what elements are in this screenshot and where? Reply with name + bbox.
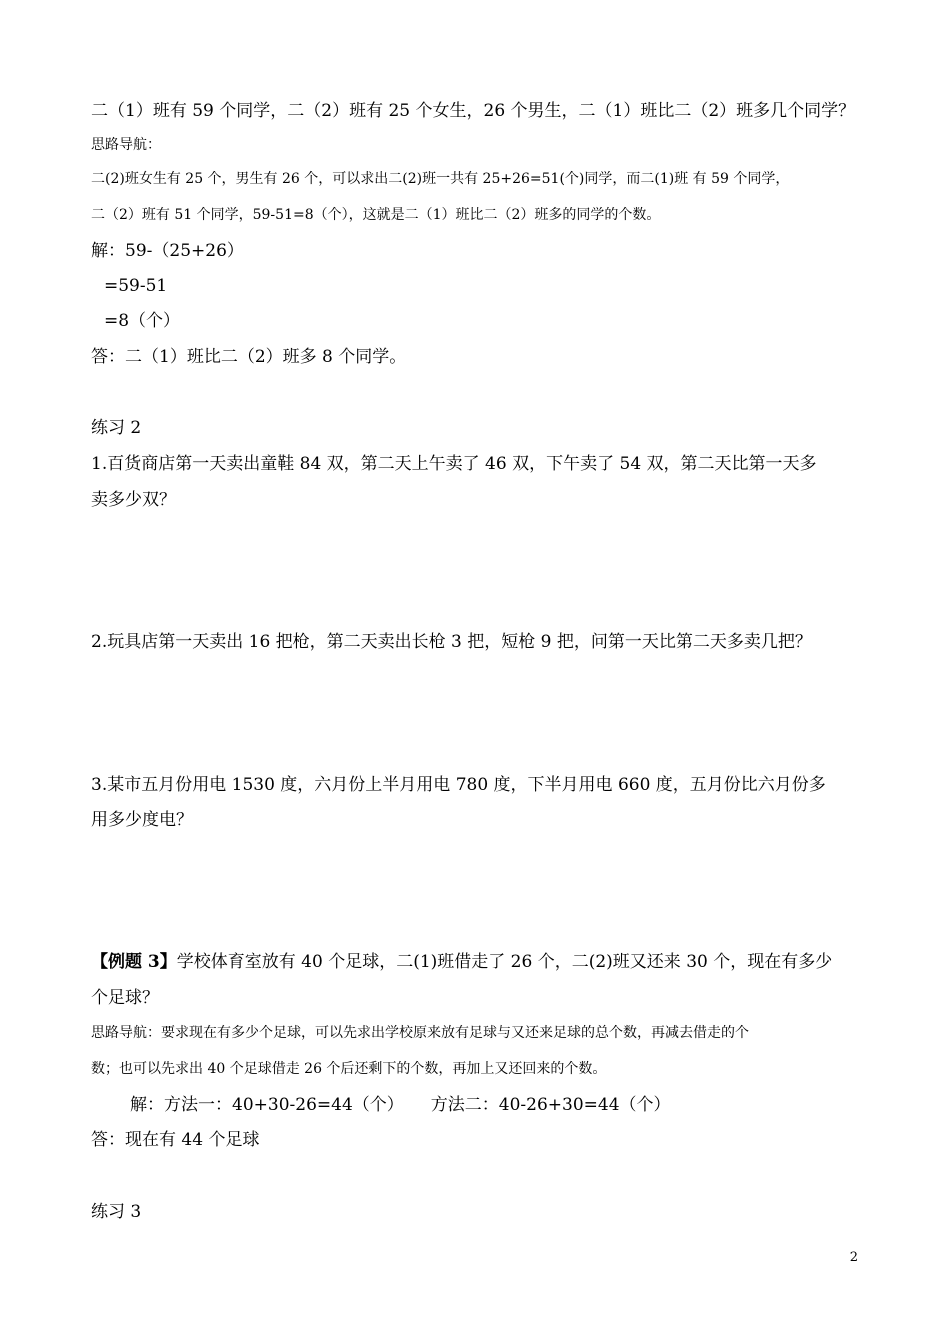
guide-label: 思路导航： (91, 137, 161, 153)
practice-2-q2: 2.玩具店第一天卖出 16 把枪，第二天卖出长枪 3 把，短枪 9 把，问第一天比第二天多卖几把？ (91, 632, 812, 652)
guide-line-1: 二(2)班女生有 25 个，男生有 26 个，可以求出二(2)班一共有 25+26=51(个)同学，而二(1)班 有 59 个同学， (91, 171, 790, 187)
solution-line-2: =59-51 (104, 276, 168, 296)
example-3-text: 学校体育室放有 40 个足球，二(1)班借走了 26 个，二(2)班又还来 30 个，现在有多少 (176, 952, 833, 972)
example-3-solution: 解：方法一：40+30-26=44（个） 方法二：40-26+30=44（个） (130, 1095, 671, 1115)
example-3-answer: 答：现在有 44 个足球 (91, 1130, 260, 1150)
practice-2-q1-line-2: 卖多少双？ (91, 490, 176, 510)
page-number: 2 (849, 1250, 858, 1265)
example-3-line-2: 个足球？ (91, 988, 159, 1008)
example-3-line-1 (91, 954, 832, 971)
practice-2-q1-line-1: 1.百货商店第一天卖出童鞋 84 双，第二天上午卖了 46 双，下午卖了 54 双，第二天比第一天多 (91, 454, 817, 474)
solution-line-3: =8（个） (104, 311, 181, 331)
practice-3-title: 练习 3 (91, 1202, 142, 1222)
practice-2-q3-line-2: 用多少度电？ (91, 810, 193, 830)
solution-line-1: 解：59-（25+26） (91, 241, 244, 261)
example-3-guide-line-2: 数；也可以先求出 40 个足球借走 26 个后还剩下的个数，再加上又还回来的个数。 (91, 1061, 607, 1077)
problem-question: 二（1）班有 59 个同学，二（2）班有 25 个女生，26 个男生，二（1）班比二（2）班多几个同学？ (91, 101, 856, 121)
practice-2-title: 练习 2 (91, 418, 142, 438)
example-3-label: 【例题 3】 (91, 952, 177, 972)
problem-answer: 答：二（1）班比二（2）班多 8 个同学。 (91, 347, 407, 367)
guide-line-2: 二（2）班有 51 个同学，59-51=8（个），这就是二（1）班比二（2）班多的同学的个数。 (91, 207, 661, 223)
practice-2-q3-line-1: 3.某市五月份用电 1530 度，六月份上半月用电 780 度，下半月用电 660 度，五月份比六月份多 (91, 775, 826, 795)
example-3-guide-line-1: 思路导航：要求现在有多少个足球，可以先求出学校原来放有足球与又还来足球的总个数，再减去借走的个 (91, 1025, 749, 1041)
